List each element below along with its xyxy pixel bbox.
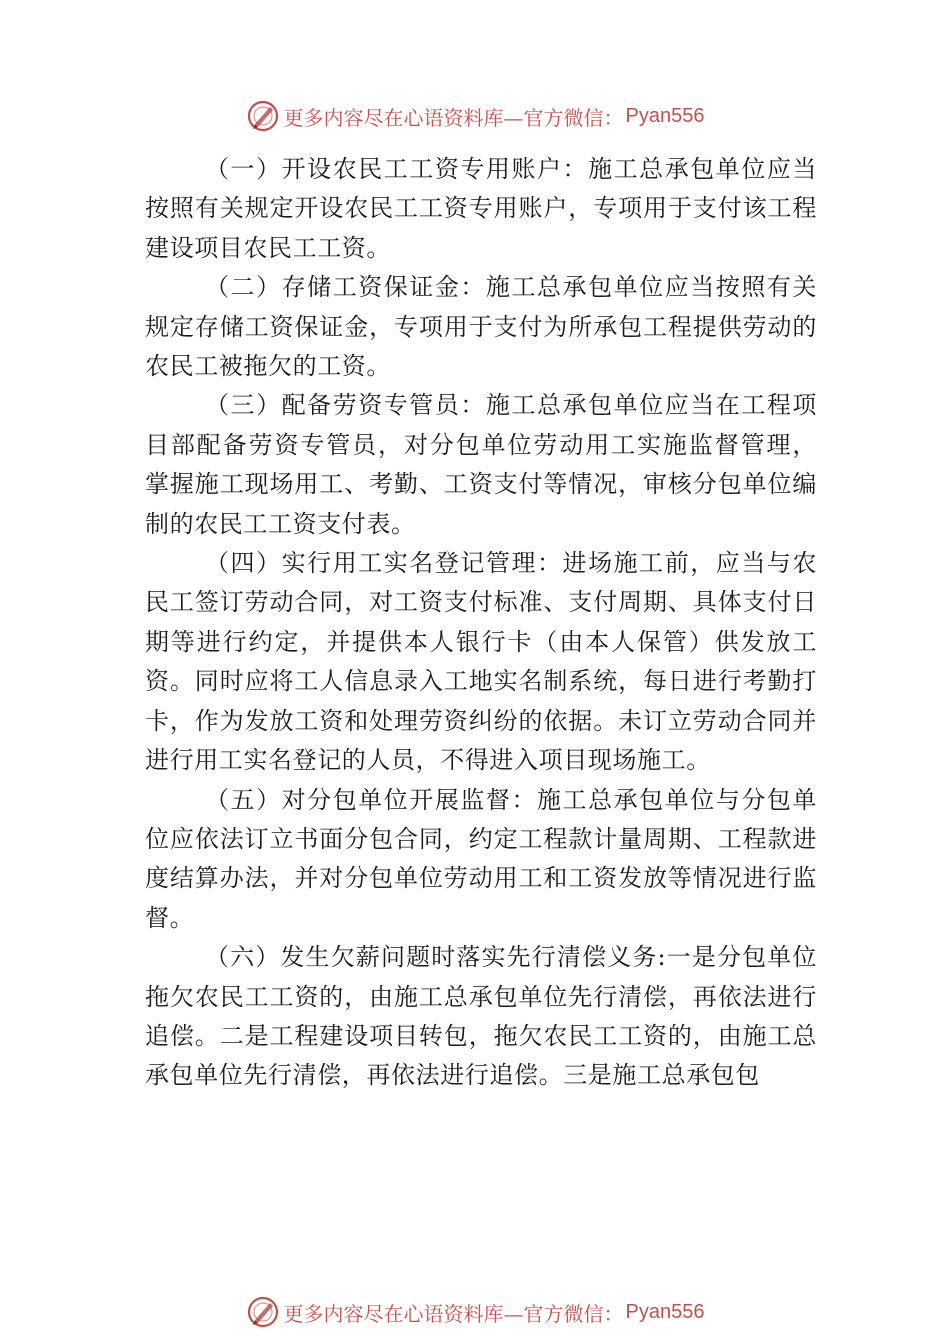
paragraph-3: （三）配备劳资专管员：施工总承包单位应当在工程项目部配备劳资专管员，对分包单位劳动用工实施监督管理， 掌握施工现场用工、考勤、工资支付等情况，审核分包单位编制的农民工工资支付表。: [145, 391, 817, 538]
paragraph-2: （二）存储工资保证金：施工总承包单位应当按照有关规定存储工资保证金，专项用于支付为所承包工程提供劳动的农民工被拖欠的工资。: [145, 273, 817, 381]
watermark-wechat-id: Pyan556: [625, 104, 705, 127]
paragraph-4: （四）实行用工实名登记管理：进场施工前，应当与农民工签订劳动合同，对工资支付标准、支付周期、具体支付日期等进行约定，并提供本人银行卡（由本人保管）供发放工资。同时应将工人信息录入工地实名制系统，每日进行考勤打卡，作为发放工资和处理劳资纠纷的依据。未订立劳动合同并进行用工实名登记的人员，不得进入项目现场施工。: [145, 549, 817, 775]
footer-watermark: [0, 1292, 950, 1332]
paragraph-6: （六）发生欠薪问题时落实先行清偿义务:一是分包单位拖欠农民工工资的，由施工总承包单位先行清偿，再依法进行追偿。二是工程建设项目转包，拖欠农民工工资的，由施工总承包单位先行清偿，再依法进行追偿。三是施工总承包包: [145, 943, 817, 1090]
paragraph-5: （五）对分包单位开展监督：施工总承包单位与分包单位应依法订立书面分包合同，约定工程款计量周期、工程款进度结算办法，并对分包单位劳动用工和工资发放等情况进行监督。: [145, 785, 817, 932]
watermark-text: 更多内容尽在心语资料库—官方微信：: [283, 105, 624, 130]
paragraph-1: （一）开设农民工工资专用账户：施工总承包单位应当按照有关规定开设农民工工资专用账户，专项用于支付该工程建设项目农民工工资。: [145, 155, 817, 262]
watermark-logo-icon: [246, 99, 280, 133]
watermark-wechat-id: Pyan556: [625, 1300, 705, 1323]
watermark-logo-icon: [246, 1295, 280, 1329]
watermark-text: 更多内容尽在心语资料库—官方微信：: [283, 1301, 624, 1326]
header-watermark: [0, 96, 950, 136]
document-body: [145, 150, 817, 1096]
